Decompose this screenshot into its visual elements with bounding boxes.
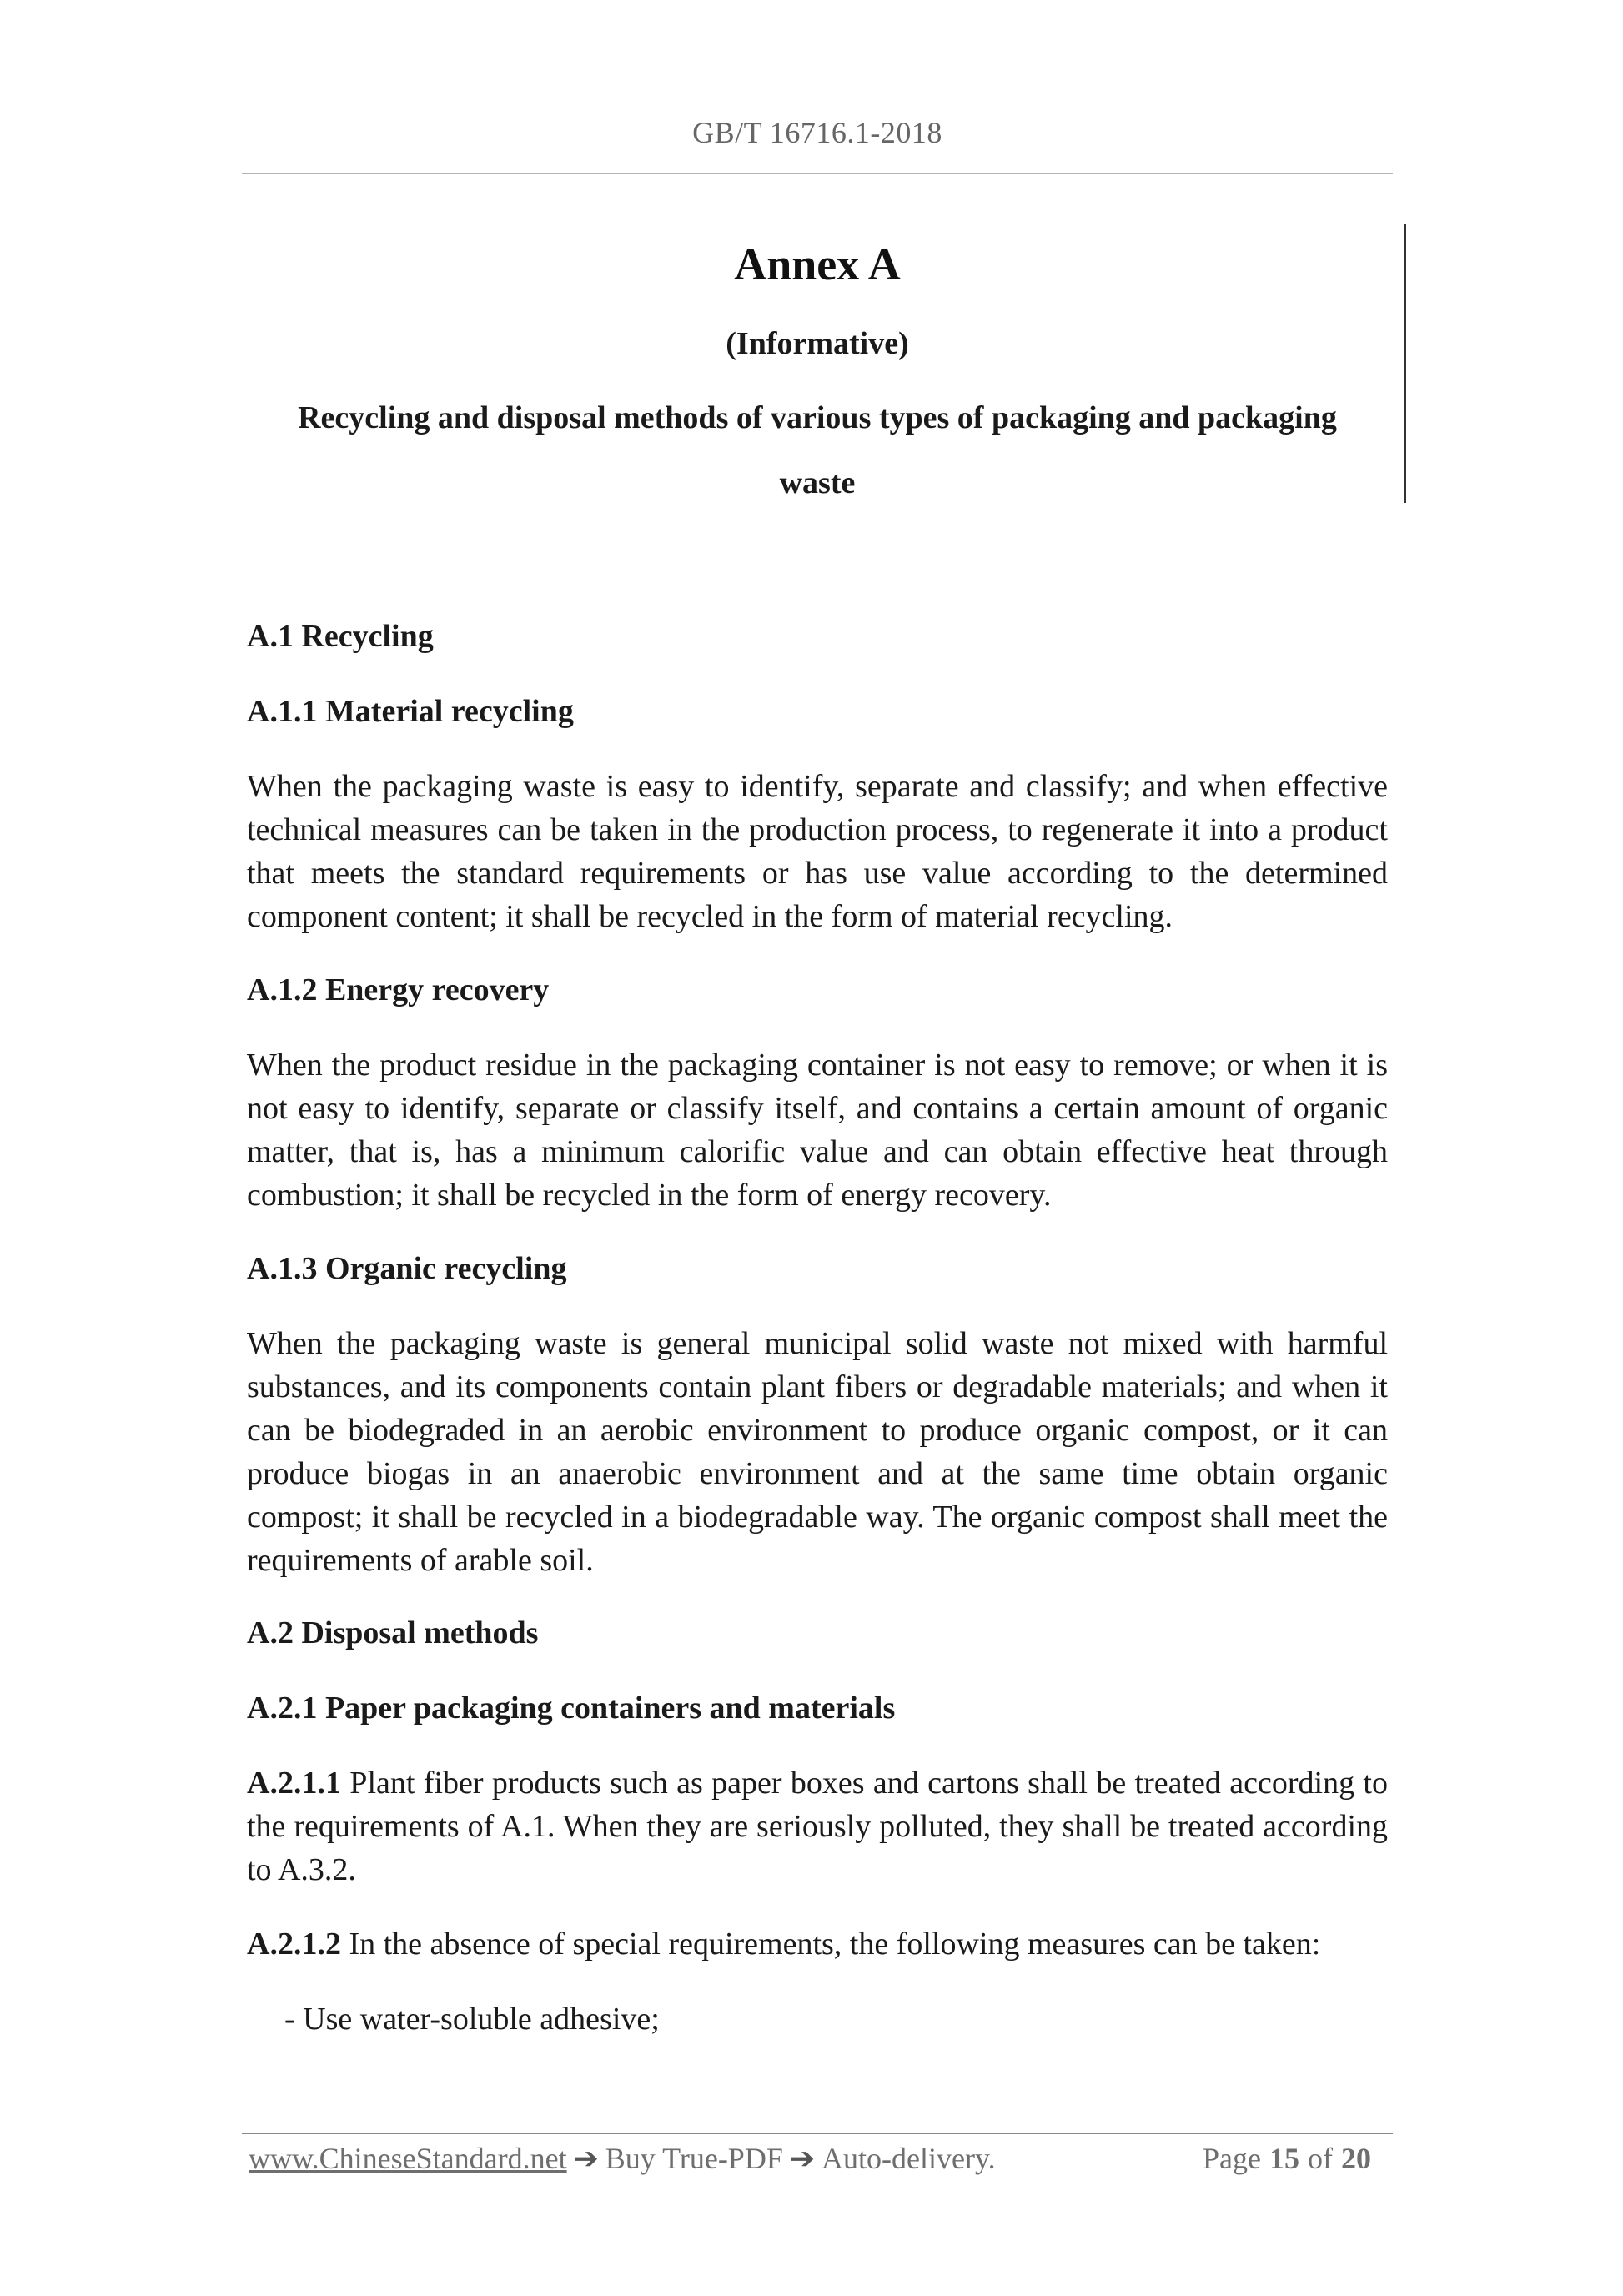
list-item: - Use water-soluble adhesive; bbox=[284, 2002, 660, 2037]
clause-text-a211: Plant fiber products such as paper boxes and cartons shall be treated according to the requirements of A.1. When they are seriously polluted, they shall be treated according to A.3.2. bbox=[247, 1766, 1388, 1887]
arrow-right-icon: ➔ bbox=[573, 2142, 599, 2175]
footer-divider bbox=[242, 2133, 1393, 2134]
paragraph-a13: When the packaging waste is general municipal solid waste not mixed with harmful substances, and its components contain plant fibers or degradable materials; and when it can be biodegraded in an aerobic environment to produce organic compost, or it can produce biogas in an anaerobic environment and at the same time obtain organic compost; it shall be recycled in a biodegradable way. The organic compost shall meet the requirements of arable soil. bbox=[247, 1326, 1388, 1578]
section-heading-a12: A.1.2 Energy recovery bbox=[247, 972, 550, 1007]
annex-type: (Informative) bbox=[726, 326, 909, 361]
buy-pdf-text: Buy True-PDF bbox=[605, 2142, 783, 2175]
page-label: Page bbox=[1203, 2142, 1261, 2175]
arrow-right-icon: ➔ bbox=[789, 2142, 816, 2175]
paragraph-a12: When the product residue in the packaging container is not easy to remove; or when it is not easy to identify, separate or classify itself, and contains a certain amount of organic matter, that is, has a minimum calorific value and can obtain effective heat through combustion; it shall be recycled in the form of energy recovery. bbox=[247, 1048, 1388, 1213]
clause-text-a212: In the absence of special requirements, the following measures can be taken: bbox=[340, 1927, 1321, 1962]
section-heading-a2: A.2 Disposal methods bbox=[247, 1615, 539, 1650]
document-code: GB/T 16716.1-2018 bbox=[692, 116, 942, 149]
section-heading-a11: A.1.1 Material recycling bbox=[247, 694, 574, 729]
section-heading-a21: A.2.1 Paper packaging containers and materials bbox=[247, 1691, 896, 1726]
annex-subtitle-line-1: Recycling and disposal methods of various types of packaging and packaging bbox=[298, 400, 1337, 435]
section-heading-a13: A.1.3 Organic recycling bbox=[247, 1251, 567, 1286]
paragraph-a211 bbox=[247, 1761, 1388, 1892]
section-heading-a1: A.1 Recycling bbox=[247, 619, 434, 654]
clause-number-a211: A.2.1.1 bbox=[247, 1766, 341, 1801]
page-total: 20 bbox=[1341, 2142, 1371, 2175]
annex-subtitle bbox=[242, 385, 1393, 515]
site-link[interactable]: www.ChineseStandard.net bbox=[249, 2142, 567, 2175]
annex-subtitle-line-2: waste bbox=[779, 465, 856, 500]
header-divider bbox=[242, 173, 1393, 174]
auto-delivery-text: Auto-delivery. bbox=[822, 2142, 996, 2175]
page-of-label: of bbox=[1308, 2142, 1333, 2175]
page-current: 15 bbox=[1269, 2142, 1299, 2175]
annex-title: Annex A bbox=[734, 239, 901, 289]
clause-number-a212: A.2.1.2 bbox=[247, 1927, 341, 1962]
page-number bbox=[1203, 2141, 1379, 2176]
paragraph-a212 bbox=[247, 1922, 1388, 1966]
paragraph-a11: When the packaging waste is easy to identify, separate and classify; and when effective technical measures can be taken in the production process, to regenerate it into a product that meets the standard requirements or has use value according to the determined component content; it shall be recycled in the form of material recycling. bbox=[247, 769, 1388, 934]
footer-promo bbox=[249, 2141, 996, 2176]
revision-bar bbox=[1404, 224, 1406, 503]
